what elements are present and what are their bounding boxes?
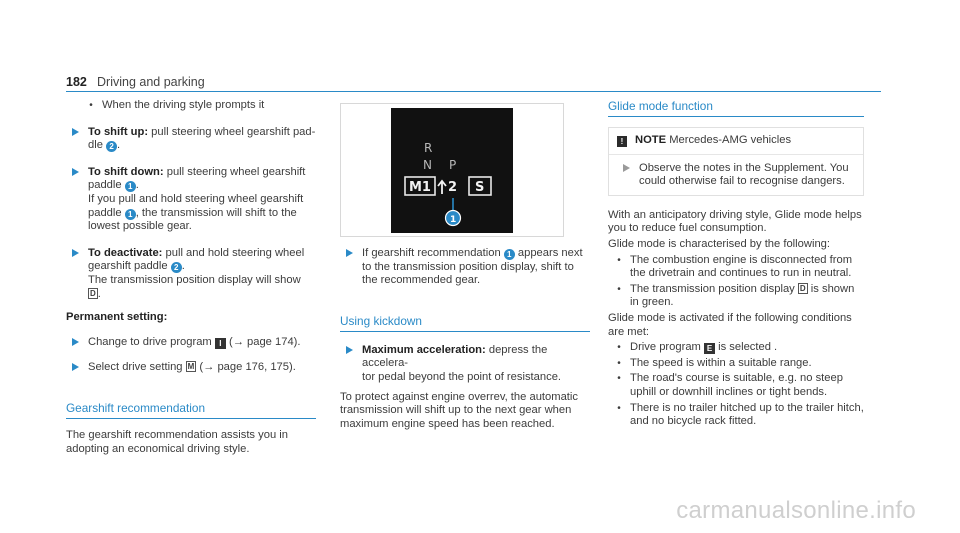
callout-1-icon: 1 [125, 209, 136, 220]
bullet-icon: • [617, 283, 621, 295]
glide-mode-heading: Glide mode function [608, 99, 864, 117]
shift-up-label: To shift up: [88, 125, 149, 138]
kickdown-heading: Using kickdown [340, 314, 590, 332]
step-arrow-icon [340, 344, 362, 358]
warning-icon: ! [617, 136, 627, 147]
step2-page-ref[interactable]: (→ page 176, 175). [199, 361, 296, 374]
list-item [608, 402, 864, 429]
char2-text-b: is shown in green. [630, 282, 855, 309]
recommendation-step [340, 247, 590, 288]
shift-up-arrow-icon [438, 181, 446, 194]
column-right [608, 99, 864, 429]
cond3-text: The road's course is suitable, e.g. no steep uphill or downhill inclines or tight bends. [630, 372, 843, 398]
note-box [608, 127, 864, 196]
list-item [608, 341, 864, 355]
gear-n-label: N [423, 158, 432, 172]
page-number: 182 [66, 75, 87, 89]
gear-d-icon: D [90, 288, 96, 298]
gear-p-label: P [449, 158, 457, 172]
deactivate-step: To deactivate: pull and hold steering wheel gearshift paddle 2 . The transmission position display will show D . [66, 247, 316, 301]
step1-text: Change to drive program [88, 335, 212, 348]
step-arrow-icon [340, 247, 362, 261]
cond2-text: The speed is within a suitable range. [630, 356, 812, 369]
gearshift-recommendation-body: The gearshift recommendation assists you in adopting an economical driving style. [66, 428, 288, 455]
rec-text: If gearshift recommendation [362, 247, 501, 259]
cond1-text-b: is selected . [718, 341, 778, 354]
glide-intro: With an anticipatory driving style, Glide mode helps you to reduce fuel consumption. [608, 208, 862, 235]
step-arrow-icon [66, 247, 88, 261]
max-acceleration-label: Maximum acceleration: [362, 343, 486, 356]
list-item [608, 283, 864, 310]
deactivate-label: To deactivate: [88, 246, 163, 259]
max-acceleration-text-b: tor pedal beyond the point of resistance. [362, 370, 562, 383]
list-item [608, 372, 864, 399]
glide-characterised: Glide mode is characterised by the following: [608, 237, 830, 250]
rec-text-c: to the transmission position display, shift to [362, 260, 574, 273]
gear-r-label: R [424, 141, 433, 155]
transmission-display-figure [340, 103, 564, 237]
display-screen [391, 108, 513, 233]
gearshift-recommendation-heading: Gearshift recommendation [66, 401, 316, 419]
overrev-protection-text: To protect against engine overrev, the automatic transmission will shift up to the next gear when maximum engine speed has been reached. [340, 390, 578, 430]
permanent-step-1 [66, 336, 316, 350]
hold-text-d: lowest possible gear. [88, 220, 192, 233]
callout-2-icon: 2 [106, 141, 117, 152]
permanent-step-2 [66, 361, 316, 375]
shift-down-label: To shift down: [88, 165, 164, 178]
step-arrow-icon [617, 162, 639, 176]
individual-program-icon: I [215, 338, 226, 349]
char1-text: The combustion engine is disconnected from the drivetrain and continues to run in neutral. [630, 253, 853, 280]
list-item [66, 99, 316, 113]
glide-activated: Glide mode is activated if the following conditions are met: [608, 311, 852, 338]
callout-number: 1 [450, 215, 457, 225]
section-title: Driving and parking [97, 75, 205, 89]
prompt-text: When the driving style prompts it [102, 99, 265, 111]
recommended-gear-label: 2 [448, 180, 458, 195]
bullet-icon: • [617, 402, 621, 414]
current-gear-label: M1 [409, 180, 431, 195]
hold-text-b: paddle [88, 206, 122, 219]
step-arrow-icon [66, 361, 88, 375]
note-subject: Mercedes-AMG vehicles [669, 134, 792, 146]
bullet-icon: • [617, 357, 621, 369]
gear-m-icon: M [187, 362, 195, 372]
step1-page-ref[interactable]: (→ page 174). [228, 335, 301, 348]
char2-text: The transmission position display [630, 282, 795, 295]
rec-text-d: the recommended gear. [362, 274, 481, 287]
shift-up-text: pull steering wheel gearshift pad- [151, 125, 316, 138]
step-arrow-icon [66, 336, 88, 350]
eco-program-icon: E [704, 343, 715, 354]
column-middle [340, 99, 590, 431]
gear-d-icon: D [799, 283, 806, 293]
note-label: NOTE [635, 134, 667, 146]
shift-down-step: To shift down: pull steering wheel gearshift paddle 1 . If you pull and hold steering wheel gearshift paddle 1 , the transmission will shift to the lowest possible gear. [66, 166, 316, 234]
callout-2-icon: 2 [171, 262, 182, 273]
bullet-icon: • [89, 100, 93, 111]
bullet-icon: • [617, 373, 621, 385]
display-graphic [391, 108, 513, 233]
header-divider [66, 91, 881, 92]
kickdown-step [340, 344, 590, 385]
bullet-icon: • [617, 342, 621, 354]
list-item [608, 357, 864, 371]
step-arrow-icon [66, 166, 88, 180]
watermark: carmanualsonline.info [676, 497, 916, 524]
permanent-setting-label: Permanent setting: [66, 311, 168, 324]
cond1-text: Drive program [630, 341, 701, 354]
bullet-icon: • [617, 254, 621, 266]
shift-down-text: pull steering wheel gearshift [166, 165, 306, 178]
callout-1-icon: 1 [125, 181, 136, 192]
deactivate-text-b: gearshift paddle [88, 260, 168, 273]
shift-up-step: To shift up: pull steering wheel gearshift pad- dle 2 . [66, 126, 316, 153]
max-acceleration-text: depress the accelera- [362, 343, 548, 370]
hold-text-c: , the transmission will shift to the [135, 206, 297, 219]
mode-label: S [475, 180, 485, 195]
shift-up-text-cont: dle [88, 139, 103, 152]
list-item [608, 254, 864, 281]
hold-text: If you pull and hold steering wheel gearshift [88, 192, 304, 205]
deactivate-text: pull and hold steering wheel [165, 246, 305, 259]
column-left [66, 99, 316, 456]
cond4-text: There is no trailer hitched up to the trailer hitch, and no bicycle rack fitted. [630, 401, 864, 428]
rec-text-b: appears next [517, 247, 583, 259]
step2-text: Select drive setting [88, 361, 183, 374]
step-arrow-icon [66, 126, 88, 140]
note-step [617, 162, 855, 189]
shift-down-text-cont: paddle [88, 179, 122, 192]
callout-1-icon: 1 [504, 249, 515, 260]
note-text: Observe the notes in the Supplement. You could otherwise fail to recognise dangers. [639, 161, 849, 188]
deactivate-text-c: The transmission position display will show [88, 273, 301, 286]
